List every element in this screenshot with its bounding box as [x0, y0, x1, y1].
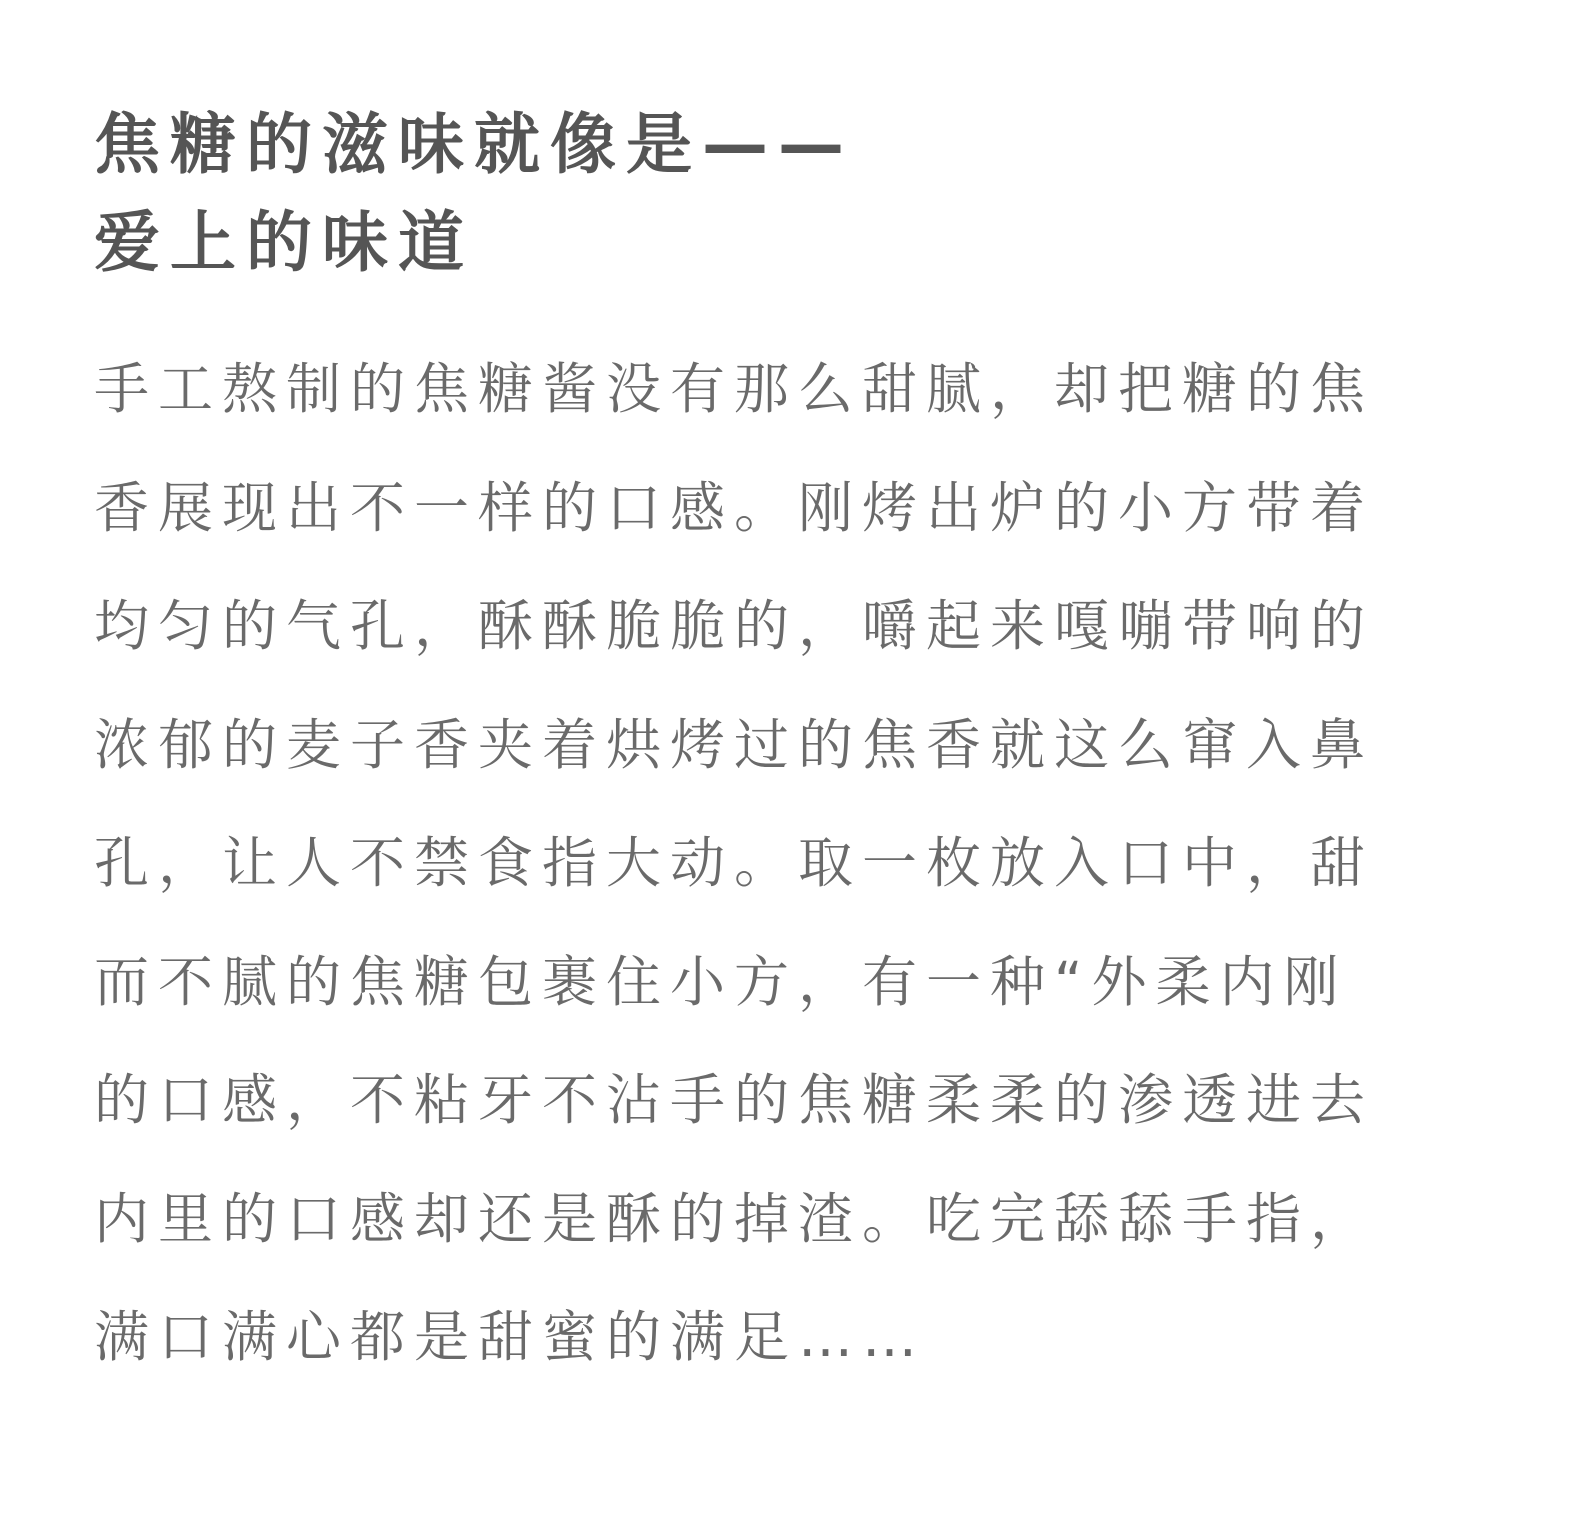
- body-line: 香展现出不一样的口感。刚烤出炉的小方带着: [94, 475, 1375, 540]
- body-line: 手工熬制的焦糖酱没有那么甜腻，却把糖的焦: [94, 357, 1375, 421]
- body-line: 的口感，不粘牙不沾手的焦糖柔柔的渗透进去: [94, 1068, 1375, 1132]
- article: [94, 96, 1434, 1397]
- body-line: 而不腻的焦糖包裹住小方，有一种“外柔内刚: [94, 949, 1348, 1014]
- article-title: [94, 96, 1434, 292]
- title-line: 焦糖的滋味就像是——: [94, 106, 854, 183]
- body-line: 均匀的气孔，酥酥脆脆的，嚼起来嘎嘣带响的: [94, 594, 1375, 658]
- article-body: [94, 330, 1434, 1397]
- body-line: 内里的口感却还是酥的掉渣。吃完舔舔手指，: [94, 1186, 1375, 1251]
- body-line: 满口满心都是甜蜜的满足……: [94, 1305, 927, 1369]
- body-line: 孔，让人不禁食指大动。取一枚放入口中，甜: [94, 831, 1375, 895]
- title-line: 爱上的味道: [94, 204, 474, 281]
- body-line: 浓郁的麦子香夹着烘烤过的焦香就这么窜入鼻: [94, 712, 1375, 777]
